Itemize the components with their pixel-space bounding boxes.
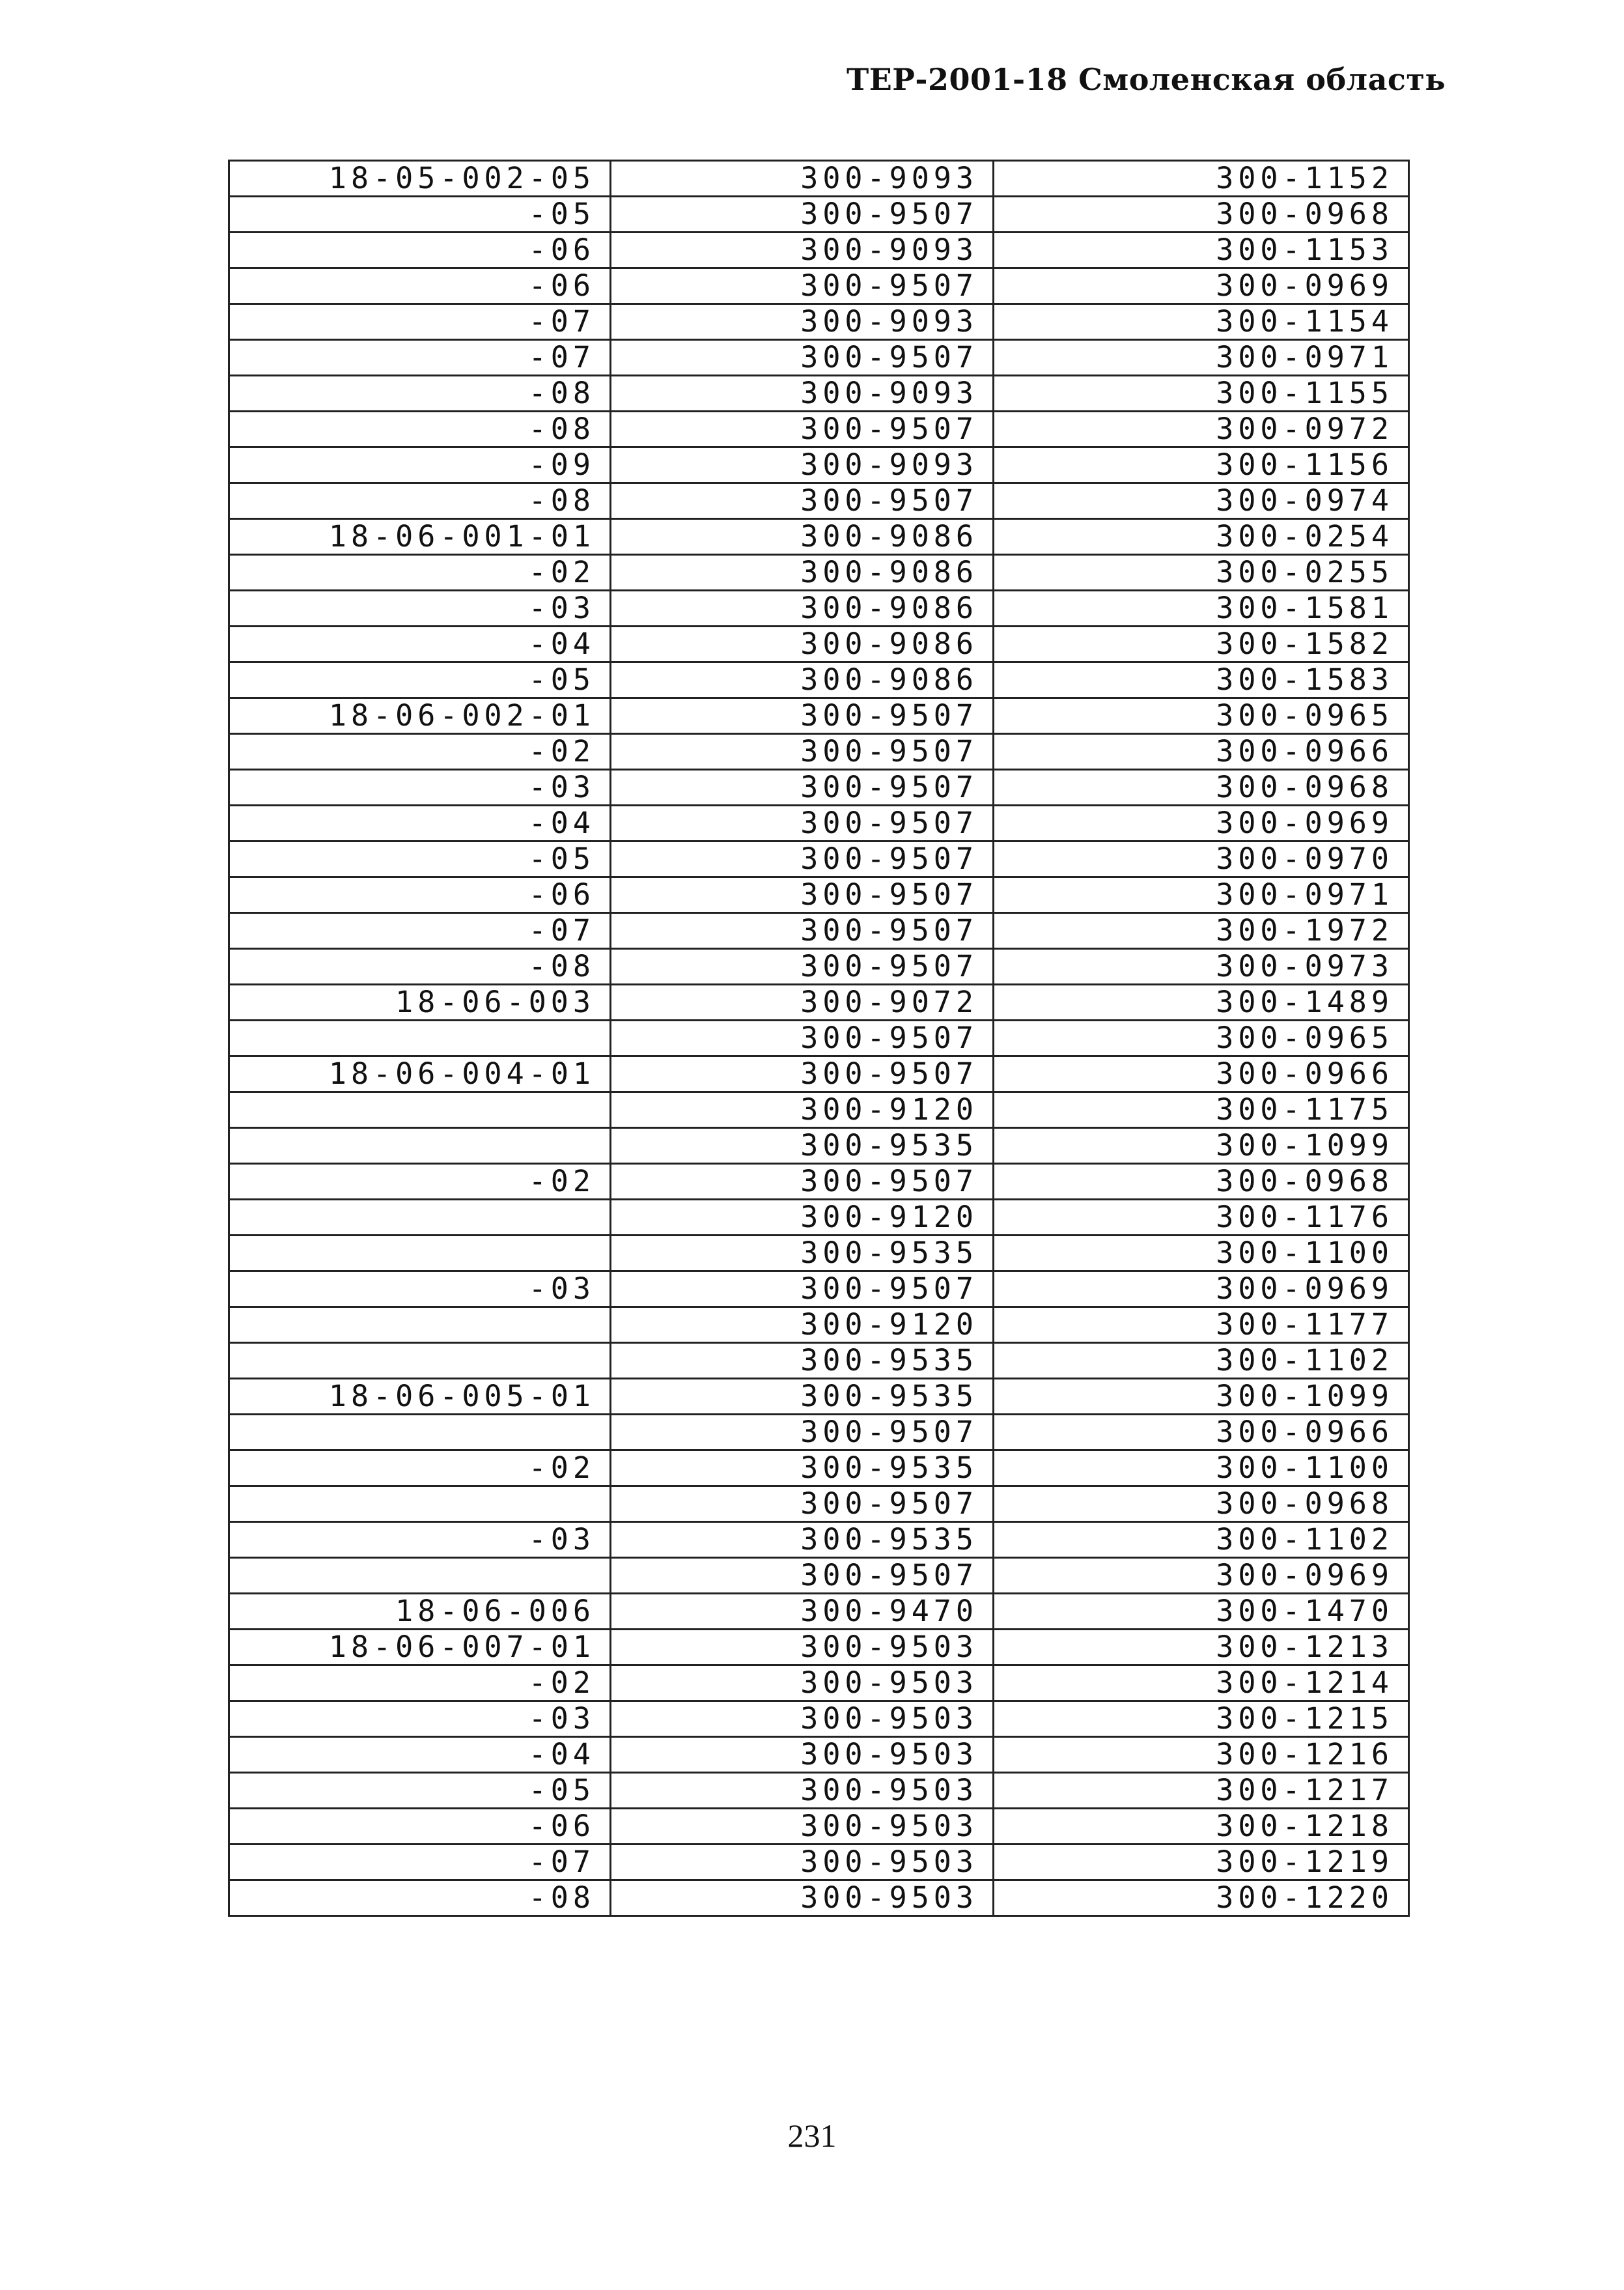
replacement-code-cell: 300-0969: [994, 806, 1409, 841]
resource-code-cell: 300-9120: [611, 1200, 994, 1236]
replacement-code-cell: 300-0968: [994, 770, 1409, 806]
rate-code-cell: -02: [229, 1450, 611, 1486]
table-row: [229, 519, 1409, 555]
replacement-code-cell: 300-1217: [994, 1773, 1409, 1809]
rate-code-cell: 18-06-002-01: [229, 698, 611, 734]
replacement-code-cell: 300-1099: [994, 1128, 1409, 1164]
replacement-code-cell: 300-1489: [994, 985, 1409, 1021]
table-row: [229, 1630, 1409, 1665]
rate-code-cell: -04: [229, 627, 611, 662]
replacement-code-cell: 300-1175: [994, 1092, 1409, 1128]
replacement-code-cell: 300-0972: [994, 412, 1409, 447]
replacement-code-cell: 300-0974: [994, 483, 1409, 519]
table-row: [229, 1450, 1409, 1486]
replacement-code-cell: 300-1152: [994, 161, 1409, 197]
rate-code-cell: -08: [229, 1880, 611, 1916]
replacement-code-cell: 300-0968: [994, 1164, 1409, 1200]
rate-code-cell: -02: [229, 734, 611, 770]
resource-code-cell: 300-9093: [611, 447, 994, 483]
replacement-code-cell: 300-1215: [994, 1701, 1409, 1737]
replacement-code-cell: 300-1154: [994, 304, 1409, 340]
table-row: [229, 1271, 1409, 1307]
replacement-code-cell: 300-1220: [994, 1880, 1409, 1916]
resource-code-cell: 300-9507: [611, 913, 994, 949]
resource-code-cell: 300-9507: [611, 734, 994, 770]
table-row: [229, 1343, 1409, 1379]
rate-code-cell: -07: [229, 1845, 611, 1880]
replacement-code-cell: 300-0965: [994, 1021, 1409, 1056]
replacement-code-cell: 300-1581: [994, 591, 1409, 627]
rate-code-cell: -02: [229, 555, 611, 591]
table-row: [229, 985, 1409, 1021]
table-row: [229, 1522, 1409, 1558]
rate-code-cell: 18-06-003: [229, 985, 611, 1021]
code-table-container: [228, 160, 1410, 1917]
resource-code-cell: 300-9503: [611, 1809, 994, 1845]
table-row: [229, 841, 1409, 877]
resource-code-cell: 300-9503: [611, 1880, 994, 1916]
table-row: [229, 734, 1409, 770]
rate-code-cell: 18-06-007-01: [229, 1630, 611, 1665]
table-row: [229, 806, 1409, 841]
table-row: [229, 1415, 1409, 1450]
replacement-code-cell: 300-0968: [994, 1486, 1409, 1522]
replacement-code-cell: 300-0966: [994, 734, 1409, 770]
rate-code-cell: -05: [229, 662, 611, 698]
resource-code-cell: 300-9503: [611, 1737, 994, 1773]
replacement-code-cell: 300-1582: [994, 627, 1409, 662]
resource-code-cell: 300-9503: [611, 1773, 994, 1809]
resource-code-cell: 300-9086: [611, 662, 994, 698]
resource-code-cell: 300-9503: [611, 1845, 994, 1880]
resource-code-cell: 300-9507: [611, 806, 994, 841]
resource-code-cell: 300-9503: [611, 1665, 994, 1701]
resource-code-cell: 300-9535: [611, 1379, 994, 1415]
resource-code-cell: 300-9093: [611, 304, 994, 340]
resource-code-cell: 300-9093: [611, 376, 994, 412]
table-row: [229, 233, 1409, 268]
rate-code-cell: -08: [229, 376, 611, 412]
resource-code-cell: 300-9507: [611, 949, 994, 985]
rate-code-cell: [229, 1236, 611, 1271]
rate-code-cell: [229, 1415, 611, 1450]
replacement-code-cell: 300-1100: [994, 1450, 1409, 1486]
table-row: [229, 555, 1409, 591]
replacement-code-cell: 300-1155: [994, 376, 1409, 412]
resource-code-cell: 300-9086: [611, 627, 994, 662]
table-row: [229, 1880, 1409, 1916]
rate-code-cell: -06: [229, 877, 611, 913]
replacement-code-cell: 300-1177: [994, 1307, 1409, 1343]
resource-code-cell: 300-9535: [611, 1522, 994, 1558]
resource-code-cell: 300-9507: [611, 1164, 994, 1200]
resource-code-cell: 300-9086: [611, 591, 994, 627]
replacement-code-cell: 300-0971: [994, 340, 1409, 376]
table-row: [229, 197, 1409, 233]
table-row: [229, 591, 1409, 627]
rate-code-cell: -06: [229, 268, 611, 304]
table-row: [229, 877, 1409, 913]
replacement-code-cell: 300-1972: [994, 913, 1409, 949]
table-row: [229, 698, 1409, 734]
rate-code-cell: -08: [229, 412, 611, 447]
rate-code-cell: [229, 1021, 611, 1056]
rate-code-cell: -03: [229, 1522, 611, 1558]
rate-code-cell: -02: [229, 1164, 611, 1200]
replacement-code-cell: 300-1218: [994, 1809, 1409, 1845]
table-row: [229, 1056, 1409, 1092]
resource-code-cell: 300-9072: [611, 985, 994, 1021]
rate-code-cell: -08: [229, 483, 611, 519]
rate-code-cell: -07: [229, 913, 611, 949]
resource-code-cell: 300-9507: [611, 1056, 994, 1092]
rate-code-cell: -08: [229, 949, 611, 985]
rate-code-cell: 18-06-006: [229, 1594, 611, 1630]
resource-code-cell: 300-9507: [611, 197, 994, 233]
resource-code-cell: 300-9507: [611, 698, 994, 734]
replacement-code-cell: 300-0970: [994, 841, 1409, 877]
table-row: [229, 627, 1409, 662]
table-row: [229, 1773, 1409, 1809]
replacement-code-cell: 300-1153: [994, 233, 1409, 268]
rate-code-cell: [229, 1200, 611, 1236]
replacement-code-cell: 300-0255: [994, 555, 1409, 591]
replacement-code-cell: 300-1100: [994, 1236, 1409, 1271]
table-row: [229, 1665, 1409, 1701]
replacement-code-cell: 300-0966: [994, 1056, 1409, 1092]
replacement-code-cell: 300-0968: [994, 197, 1409, 233]
table-row: [229, 447, 1409, 483]
resource-code-cell: 300-9120: [611, 1092, 994, 1128]
table-row: [229, 161, 1409, 197]
resource-code-cell: 300-9507: [611, 412, 994, 447]
rate-code-cell: [229, 1558, 611, 1594]
table-row: [229, 304, 1409, 340]
rate-code-cell: -03: [229, 591, 611, 627]
rate-code-cell: -07: [229, 304, 611, 340]
rate-code-cell: 18-05-002-05: [229, 161, 611, 197]
resource-code-cell: 300-9093: [611, 233, 994, 268]
page-header-title: ТЕР-2001-18 Смоленская область: [847, 62, 1446, 97]
rate-code-cell: -07: [229, 340, 611, 376]
resource-code-cell: 300-9507: [611, 1558, 994, 1594]
replacement-code-cell: 300-1470: [994, 1594, 1409, 1630]
replacement-code-cell: 300-1219: [994, 1845, 1409, 1880]
rate-code-cell: 18-06-005-01: [229, 1379, 611, 1415]
resource-code-cell: 300-9503: [611, 1701, 994, 1737]
code-table-body: [229, 161, 1409, 1916]
table-row: [229, 1486, 1409, 1522]
table-row: [229, 662, 1409, 698]
replacement-code-cell: 300-0969: [994, 1558, 1409, 1594]
resource-code-cell: 300-9503: [611, 1630, 994, 1665]
table-row: [229, 1164, 1409, 1200]
table-row: [229, 913, 1409, 949]
resource-code-cell: 300-9535: [611, 1343, 994, 1379]
resource-code-cell: 300-9093: [611, 161, 994, 197]
resource-code-cell: 300-9507: [611, 770, 994, 806]
resource-code-cell: 300-9535: [611, 1450, 994, 1486]
table-row: [229, 1128, 1409, 1164]
replacement-code-cell: 300-1102: [994, 1522, 1409, 1558]
table-row: [229, 1737, 1409, 1773]
replacement-code-cell: 300-0966: [994, 1415, 1409, 1450]
resource-code-cell: 300-9120: [611, 1307, 994, 1343]
rate-code-cell: [229, 1343, 611, 1379]
resource-code-cell: 300-9470: [611, 1594, 994, 1630]
replacement-code-cell: 300-1176: [994, 1200, 1409, 1236]
rate-code-cell: 18-06-001-01: [229, 519, 611, 555]
replacement-code-cell: 300-1583: [994, 662, 1409, 698]
resource-code-cell: 300-9507: [611, 1486, 994, 1522]
resource-code-cell: 300-9507: [611, 1021, 994, 1056]
rate-code-cell: -03: [229, 1701, 611, 1737]
table-row: [229, 1379, 1409, 1415]
table-row: [229, 340, 1409, 376]
resource-code-cell: 300-9507: [611, 483, 994, 519]
replacement-code-cell: 300-0965: [994, 698, 1409, 734]
table-row: [229, 1701, 1409, 1737]
replacement-code-cell: 300-0971: [994, 877, 1409, 913]
table-row: [229, 268, 1409, 304]
rate-code-cell: -09: [229, 447, 611, 483]
rate-code-cell: -05: [229, 841, 611, 877]
rate-code-cell: -05: [229, 197, 611, 233]
table-row: [229, 412, 1409, 447]
resource-code-cell: 300-9507: [611, 841, 994, 877]
table-row: [229, 770, 1409, 806]
replacement-code-cell: 300-0969: [994, 268, 1409, 304]
resource-code-cell: 300-9507: [611, 340, 994, 376]
table-row: [229, 1021, 1409, 1056]
resource-code-cell: 300-9535: [611, 1236, 994, 1271]
resource-code-cell: 300-9535: [611, 1128, 994, 1164]
table-row: [229, 1558, 1409, 1594]
table-row: [229, 376, 1409, 412]
rate-code-cell: -06: [229, 1809, 611, 1845]
resource-code-cell: 300-9507: [611, 1415, 994, 1450]
table-row: [229, 1092, 1409, 1128]
table-row: [229, 1594, 1409, 1630]
rate-code-cell: [229, 1128, 611, 1164]
table-row: [229, 483, 1409, 519]
replacement-code-cell: 300-0254: [994, 519, 1409, 555]
rate-code-cell: -03: [229, 770, 611, 806]
resource-code-cell: 300-9086: [611, 519, 994, 555]
replacement-code-cell: 300-1102: [994, 1343, 1409, 1379]
code-table: [228, 160, 1410, 1917]
rate-code-cell: -04: [229, 806, 611, 841]
rate-code-cell: -03: [229, 1271, 611, 1307]
table-row: [229, 1307, 1409, 1343]
table-row: [229, 1200, 1409, 1236]
table-row: [229, 1236, 1409, 1271]
resource-code-cell: 300-9507: [611, 1271, 994, 1307]
table-row: [229, 1845, 1409, 1880]
table-row: [229, 1809, 1409, 1845]
rate-code-cell: -04: [229, 1737, 611, 1773]
page-number: 231: [787, 2117, 837, 2154]
resource-code-cell: 300-9507: [611, 268, 994, 304]
replacement-code-cell: 300-1214: [994, 1665, 1409, 1701]
replacement-code-cell: 300-0973: [994, 949, 1409, 985]
rate-code-cell: -05: [229, 1773, 611, 1809]
resource-code-cell: 300-9086: [611, 555, 994, 591]
rate-code-cell: [229, 1307, 611, 1343]
replacement-code-cell: 300-0969: [994, 1271, 1409, 1307]
table-row: [229, 949, 1409, 985]
replacement-code-cell: 300-1156: [994, 447, 1409, 483]
rate-code-cell: -06: [229, 233, 611, 268]
rate-code-cell: [229, 1486, 611, 1522]
rate-code-cell: 18-06-004-01: [229, 1056, 611, 1092]
resource-code-cell: 300-9507: [611, 877, 994, 913]
replacement-code-cell: 300-1099: [994, 1379, 1409, 1415]
replacement-code-cell: 300-1213: [994, 1630, 1409, 1665]
rate-code-cell: -02: [229, 1665, 611, 1701]
rate-code-cell: [229, 1092, 611, 1128]
replacement-code-cell: 300-1216: [994, 1737, 1409, 1773]
